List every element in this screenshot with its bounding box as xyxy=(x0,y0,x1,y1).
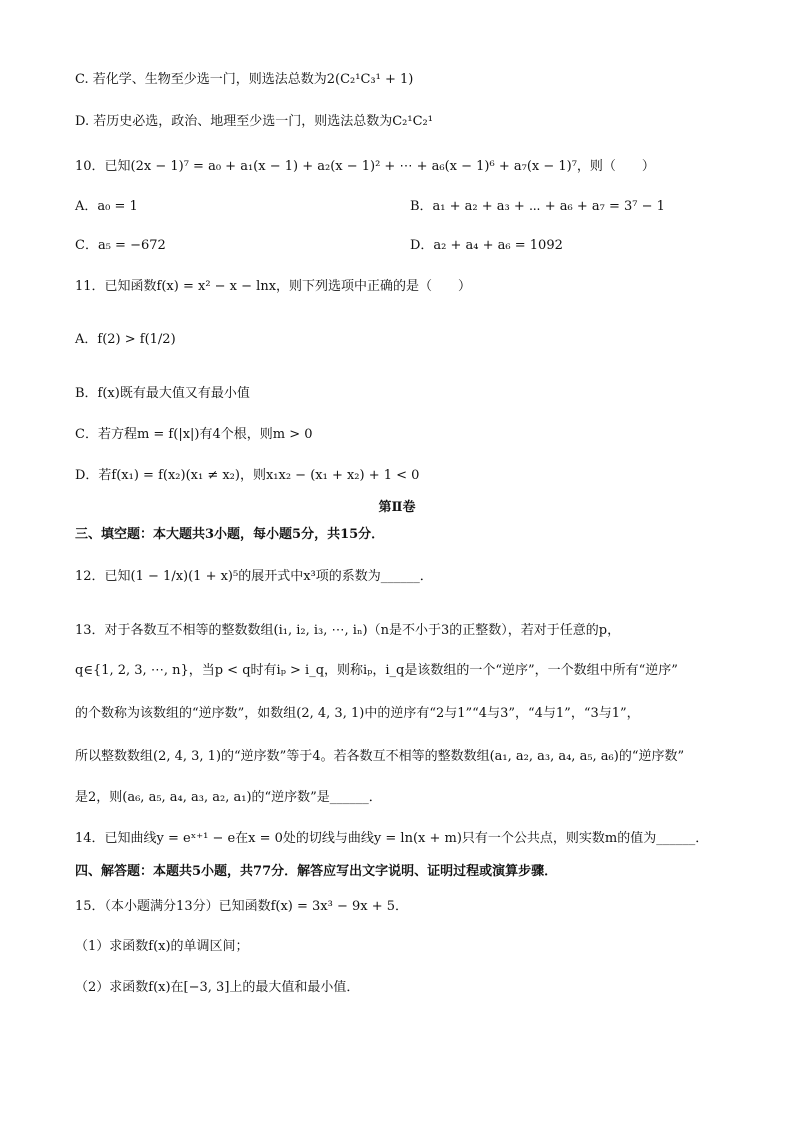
option-9d: D. 若历史必选，政治、地理至少选一门，则选法总数为C₂¹C₂¹ xyxy=(75,114,433,129)
question-14: 14．已知曲线y = eˣ⁺¹ − e在x = 0处的切线与曲线y = ln(x + m)只有一个公共点，则实数m的值为______． xyxy=(75,831,709,846)
question-10-stem: 10．已知(2x − 1)⁷ = a₀ + a₁(x − 1) + a₂(x − 1)² + ⋯ + a₆(x − 1)⁶ + a₇(x − 1)⁷，则（ ） xyxy=(75,159,655,174)
question-13-line-5: 是2，则(a₆, a₅, a₄, a₃, a₂, a₁)的“逆序数”是______． xyxy=(75,790,382,805)
option-9c: C. 若化学、生物至少选一门，则选法总数为2(C₂¹C₃¹ + 1) xyxy=(75,72,414,87)
option-10c: C．a₅ = −672 xyxy=(75,238,166,253)
question-15-part-1: （1）求函数f(x)的单调区间； xyxy=(75,939,249,954)
section-heading-fill-in: 三、填空题：本大题共3小题，每小题5分，共15分． xyxy=(75,527,385,542)
question-15-stem: 15．（本小题满分13分）已知函数f(x) = 3x³ − 9x + 5． xyxy=(75,899,409,914)
question-13-line-2: q∈{1, 2, 3, ⋯, n}，当p < q时有iₚ > i_q，则称iₚ，i_q是该数组的一个“逆序”，一个数组中所有“逆序” xyxy=(75,663,678,678)
option-11d: D．若f(x₁) = f(x₂)(x₁ ≠ x₂)，则x₁x₂ − (x₁ + x₂) + 1 < 0 xyxy=(75,468,420,483)
option-10d: D．a₂ + a₄ + a₆ = 1092 xyxy=(410,238,563,253)
option-11a: A．f(2) > f(1/2) xyxy=(75,332,176,347)
question-13-line-1: 13．对于各数互不相等的整数数组(i₁, i₂, i₃, ⋯, iₙ)（n是不小于3的正整数），若对于任意的p， xyxy=(75,623,621,638)
question-15-part-2: （2）求函数f(x)在[−3, 3]上的最大值和最小值． xyxy=(75,980,360,995)
question-13-line-4: 所以整数数组(2, 4, 3, 1)的“逆序数”等于4。若各数互不相等的整数数组(a₁, a₂, a₃, a₄, a₅, a₆)的“逆序数” xyxy=(75,749,685,764)
question-13-line-3: 的个数称为该数组的“逆序数”，如数组(2, 4, 3, 1)中的逆序有“2与1”“4与3”，“4与1”，“3与1”， xyxy=(75,706,640,721)
section-title-part-2: 第Ⅱ卷 xyxy=(378,500,416,515)
option-10a: A．a₀ = 1 xyxy=(75,199,138,214)
section-heading-answer: 四、解答题：本题共5小题，共77分．解答应写出文字说明、证明过程或演算步骤． xyxy=(75,864,558,879)
question-12: 12．已知(1 − 1/x)(1 + x)⁵的展开式中x³项的系数为______． xyxy=(75,569,433,584)
question-11-stem: 11．已知函数f(x) = x² − x − lnx，则下列选项中正确的是（ ） xyxy=(75,279,472,294)
option-11b: B．f(x)既有最大值又有最小值 xyxy=(75,386,250,401)
option-11c: C．若方程m = f(|x|)有4个根，则m > 0 xyxy=(75,427,313,442)
option-10b: B．a₁ + a₂ + a₃ + ⋯ + a₆ + a₇ = 3⁷ − 1 xyxy=(410,199,665,214)
